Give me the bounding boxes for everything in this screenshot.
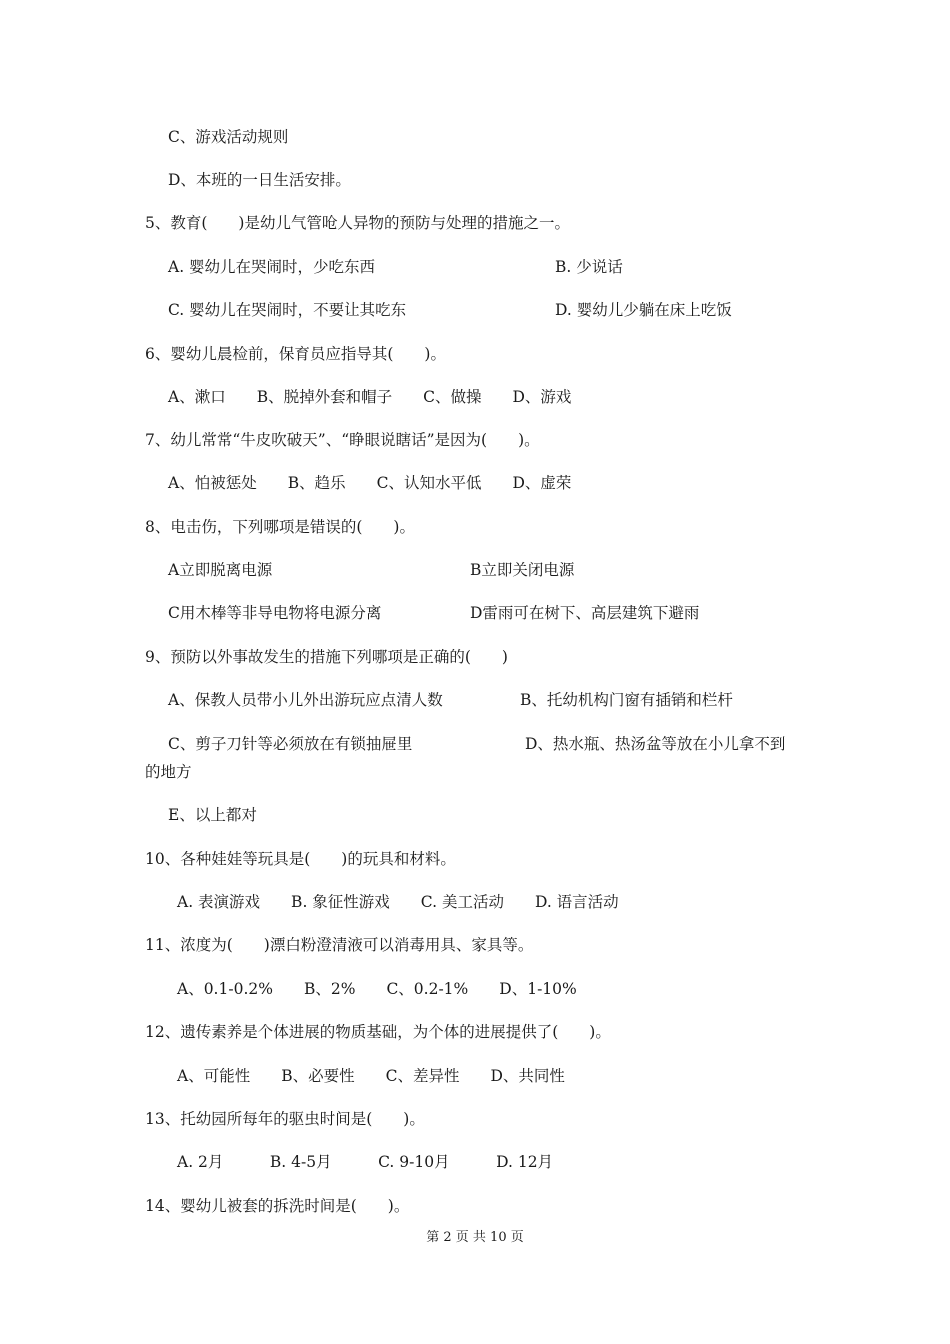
question-9: 9、预防以外事故发生的措施下列哪项是正确的( ) (145, 648, 508, 666)
question-9-option-d-continued: 的地方 (145, 763, 192, 781)
question-11: 11、浓度为( )漂白粉澄清液可以消毒用具、家具等。 (145, 936, 534, 954)
question-14: 14、婴幼儿被套的拆洗时间是( )。 (145, 1197, 410, 1215)
page-footer: 第 2 页 共 10 页 (426, 1230, 524, 1245)
question-9-option-c: C、剪子刀针等必须放在有锁抽屉里 (168, 735, 413, 753)
question-5: 5、教育( )是幼儿气管呛人异物的预防与处理的措施之一。 (145, 214, 570, 232)
question-8: 8、电击伤，下列哪项是错误的( )。 (145, 518, 415, 536)
question-7-options: A、怕被惩处 B、趋乐 C、认知水平低 D、虚荣 (168, 474, 572, 492)
question-8-option-a: A立即脱离电源 (168, 561, 273, 579)
question-5-option-a: A. 婴幼儿在哭闹时，少吃东西 (168, 258, 376, 276)
question-9-option-a: A、保教人员带小儿外出游玩应点清人数 (168, 691, 443, 709)
question-13: 13、托幼园所每年的驱虫时间是( )。 (145, 1110, 425, 1128)
question-10: 10、各种娃娃等玩具是( )的玩具和材料。 (145, 850, 456, 868)
question-8-option-b: B立即关闭电源 (470, 561, 575, 579)
question-9-option-e: E、以上都对 (168, 806, 257, 824)
question-10-options: A. 表演游戏 B. 象征性游戏 C. 美工活动 D. 语言活动 (177, 893, 619, 911)
option-d-line: D、本班的一日生活安排。 (168, 171, 351, 189)
question-11-options: A、0.1-0.2% B、2% C、0.2-1% D、1-10% (177, 980, 577, 998)
question-8-option-c: C用木棒等非导电物将电源分离 (168, 604, 382, 622)
question-5-option-d: D. 婴幼儿少躺在床上吃饭 (555, 301, 732, 319)
question-13-options: A. 2月 B. 4-5月 C. 9-10月 D. 12月 (177, 1153, 554, 1171)
question-9-option-d: D、热水瓶、热汤盆等放在小儿拿不到 (525, 735, 786, 753)
option-c-line: C、游戏活动规则 (168, 128, 289, 146)
question-9-option-b: B、托幼机构门窗有插销和栏杆 (520, 691, 733, 709)
question-5-option-b: B. 少说话 (555, 258, 623, 276)
question-5-option-c: C. 婴幼儿在哭闹时，不要让其吃东 (168, 301, 407, 319)
question-6: 6、婴幼儿晨检前，保育员应指导其( )。 (145, 345, 446, 363)
question-12-options: A、可能性 B、必要性 C、差异性 D、共同性 (177, 1067, 565, 1085)
question-12: 12、遗传素养是个体进展的物质基础，为个体的进展提供了( )。 (145, 1023, 611, 1041)
question-8-option-d: D雷雨可在树下、高层建筑下避雨 (470, 604, 700, 622)
question-7: 7、幼儿常常“牛皮吹破天”、“睁眼说瞎话”是因为( )。 (145, 431, 540, 449)
question-6-options: A、漱口 B、脱掉外套和帽子 C、做操 D、游戏 (168, 388, 572, 406)
